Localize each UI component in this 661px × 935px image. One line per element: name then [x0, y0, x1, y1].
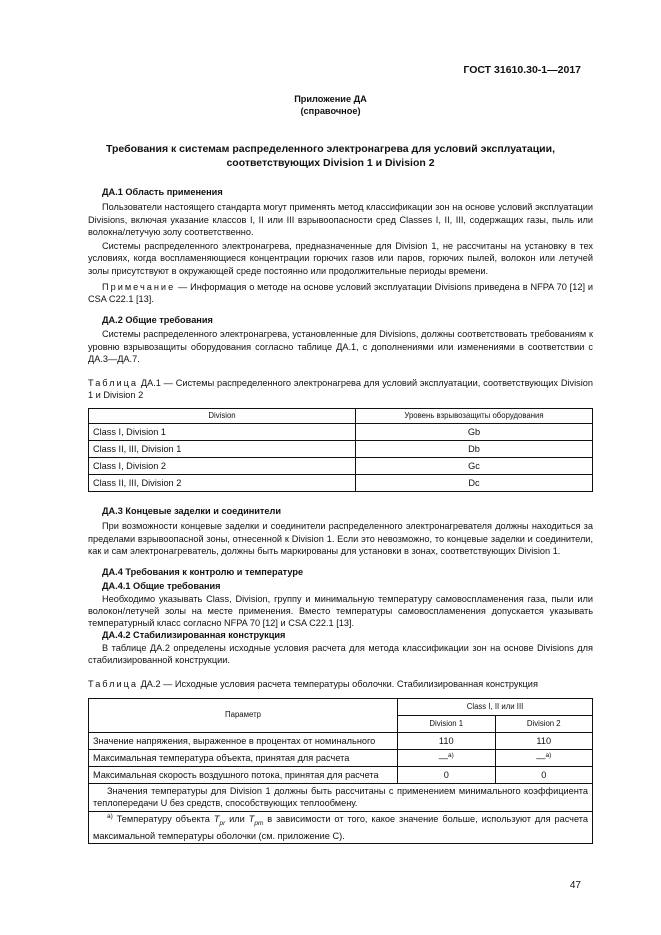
- footnote-mark: а): [107, 812, 113, 820]
- table-cell: 0: [495, 767, 593, 784]
- table-cell: Dc: [356, 475, 593, 492]
- table-note-row: [89, 784, 593, 812]
- section-da3: [88, 505, 593, 557]
- annex-title-line2: соответствующих Division 1 и Division 2: [226, 157, 435, 169]
- table-row: [89, 441, 593, 458]
- table-caption: ДА.1 — Системы распределенного электронагрева для условий эксплуатации, соответствующих Division 1 и Division 2: [88, 378, 593, 401]
- footnote-text: Температуру объекта: [112, 813, 214, 824]
- subscript: pm: [254, 819, 264, 827]
- symbol-t: T: [213, 813, 220, 824]
- table-row: [89, 424, 593, 441]
- subsection-heading: ДА.4.1 Общие требования: [102, 581, 221, 592]
- footnote-ref: а): [545, 751, 552, 759]
- table-footnote-row: [89, 811, 593, 843]
- footnote-text: в зависимости от того, какое значение больше, используют для расчета максимальной температуры оболочки (см. приложение С).: [93, 813, 588, 841]
- table-cell: [495, 750, 593, 767]
- table-cell: Максимальная температура объекта, принятая для расчета: [89, 750, 398, 767]
- annex-type: (справочное): [300, 106, 361, 116]
- dash: —: [536, 752, 546, 763]
- table-cell: 0: [398, 767, 496, 784]
- table-header-row: [89, 409, 593, 424]
- table-cell: Class I, Division 1: [89, 424, 356, 441]
- column-header: Уровень взрывозащиты оборудования: [356, 409, 593, 424]
- column-header: Class I, II или III: [398, 699, 593, 716]
- table-footnote: [89, 811, 593, 843]
- paragraph: При возможности концевые заделки и соединители распределенного электронагревателя должны находиться за пределами взрывоопасной зоны, отнесенной к Division 1. Если это невозможно, то концевые заделки и соединители, как и сам электронагреватель, должны быть маркированы для установки в зонах, соответствующих Division 1.: [88, 521, 593, 556]
- annex-label: Приложение ДА: [294, 94, 367, 104]
- table-cell: 110: [495, 733, 593, 750]
- document-code: ГОСТ 31610.30-1—2017: [463, 64, 581, 76]
- table-cell: [398, 750, 496, 767]
- note-text: — Информация о методе на основе условий эксплуатации Divisions приведена в NFPA 70 [12] и CSA C22.1 [13].: [88, 282, 593, 305]
- table2-caption: [88, 678, 593, 690]
- table-cell: Gb: [356, 424, 593, 441]
- paragraph: Пользователи настоящего стандарта могут применять метод классификации зон на основе условий эксплуатации Divisions, включая указание классов I, II или III взрывоопасности сред Classes I, II, III, содержащих газы, пыль или волокна/летучую золу соответственно.: [88, 202, 593, 237]
- page-number: 47: [569, 880, 581, 891]
- table-cell: Максимальная скорость воздушного потока, принятая для расчета: [89, 767, 398, 784]
- paragraph: Системы распределенного электронагрева, установленные для Divisions, должны соответствовать требованиям к уровню взрывозащиты оборудования согласно таблице ДА.1, с дополнениями или изменениями в соответствии с ДА.3—ДА.7.: [88, 329, 593, 364]
- section-da2: [88, 314, 593, 365]
- table2-wrapper: [88, 698, 593, 844]
- table-caption: ДА.2 — Исходные условия расчета температуры оболочки. Стабилизированная конструкция: [138, 679, 538, 689]
- column-header: Division 2: [495, 716, 593, 733]
- table-label: Таблица: [88, 679, 139, 689]
- paragraph: Системы распределенного электронагрева, предназначенные для Division 1, не рассчитаны на установку в тех условиях, когда воспламеняющиеся концентрации горючих газов или паров, горючих пылей, волокон или летучей золы присутствуют в окружающей среде постоянно или продолжительные периоды времени.: [88, 241, 593, 276]
- column-header: Division: [89, 409, 356, 424]
- section-da4-heading: ДА.4 Требования к контролю и температуре: [102, 567, 304, 577]
- section-da2-heading: ДА.2 Общие требования: [102, 315, 213, 325]
- column-header: Division 1: [398, 716, 496, 733]
- footnote-text: или: [225, 813, 249, 824]
- section-da4: [88, 566, 593, 666]
- table-note: [89, 784, 593, 812]
- annex-title-line1: Требования к системам распределенного электронагрева для условий эксплуатации,: [105, 143, 556, 155]
- table-cell: Db: [356, 441, 593, 458]
- subsection-heading: ДА.4.2 Стабилизированная конструкция: [102, 630, 286, 641]
- table-row: [89, 475, 593, 492]
- subscript: pr: [219, 819, 226, 827]
- column-header: Параметр: [89, 699, 398, 733]
- footnote-ref: а): [447, 751, 454, 759]
- table-cell: Class I, Division 2: [89, 458, 356, 475]
- table-cell: Class II, III, Division 1: [89, 441, 356, 458]
- table-da2: [88, 698, 593, 844]
- table-cell: 110: [398, 733, 496, 750]
- paragraph: Необходимо указывать Class, Division, группу и минимальную температуру самовоспламенения газа, пыли или волокон/летучей золы на месте применения. Вместо температуры самовоспламенения допускается указывать температурный класс согласно NFPA 70 [12] и CSA C22.1 [13].: [88, 593, 593, 629]
- table-row: [89, 733, 593, 750]
- dash: —: [438, 752, 448, 763]
- table1-caption: [88, 377, 593, 402]
- table-note-text: Значения температуры для Division 1 должны быть рассчитаны с применением минимального коэффициента теплопередачи U без средств, способствующих теплообмену.: [93, 786, 588, 809]
- symbol-t: T: [248, 813, 255, 824]
- note-label: Примечание: [102, 282, 176, 293]
- table-label: Таблица: [88, 378, 139, 388]
- section-da1-heading: ДА.1 Область применения: [102, 187, 223, 197]
- table-row: [89, 750, 593, 767]
- paragraph: В таблице ДА.2 определены исходные условия расчета для метода классификации зон на основе Divisions для стабилизированной конструкции.: [88, 642, 593, 666]
- section-da1: [88, 186, 593, 306]
- table-row: [89, 767, 593, 784]
- table-header-row: [89, 699, 593, 716]
- table1-wrapper: [88, 408, 593, 492]
- table-cell: Gc: [356, 458, 593, 475]
- table-da1: [88, 408, 593, 492]
- table-row: [89, 458, 593, 475]
- section-da3-heading: ДА.3 Концевые заделки и соединители: [102, 506, 282, 516]
- note: [88, 281, 593, 306]
- table-cell: Class II, III, Division 2: [89, 475, 356, 492]
- table-cell: Значение напряжения, выраженное в процентах от номинального: [89, 733, 398, 750]
